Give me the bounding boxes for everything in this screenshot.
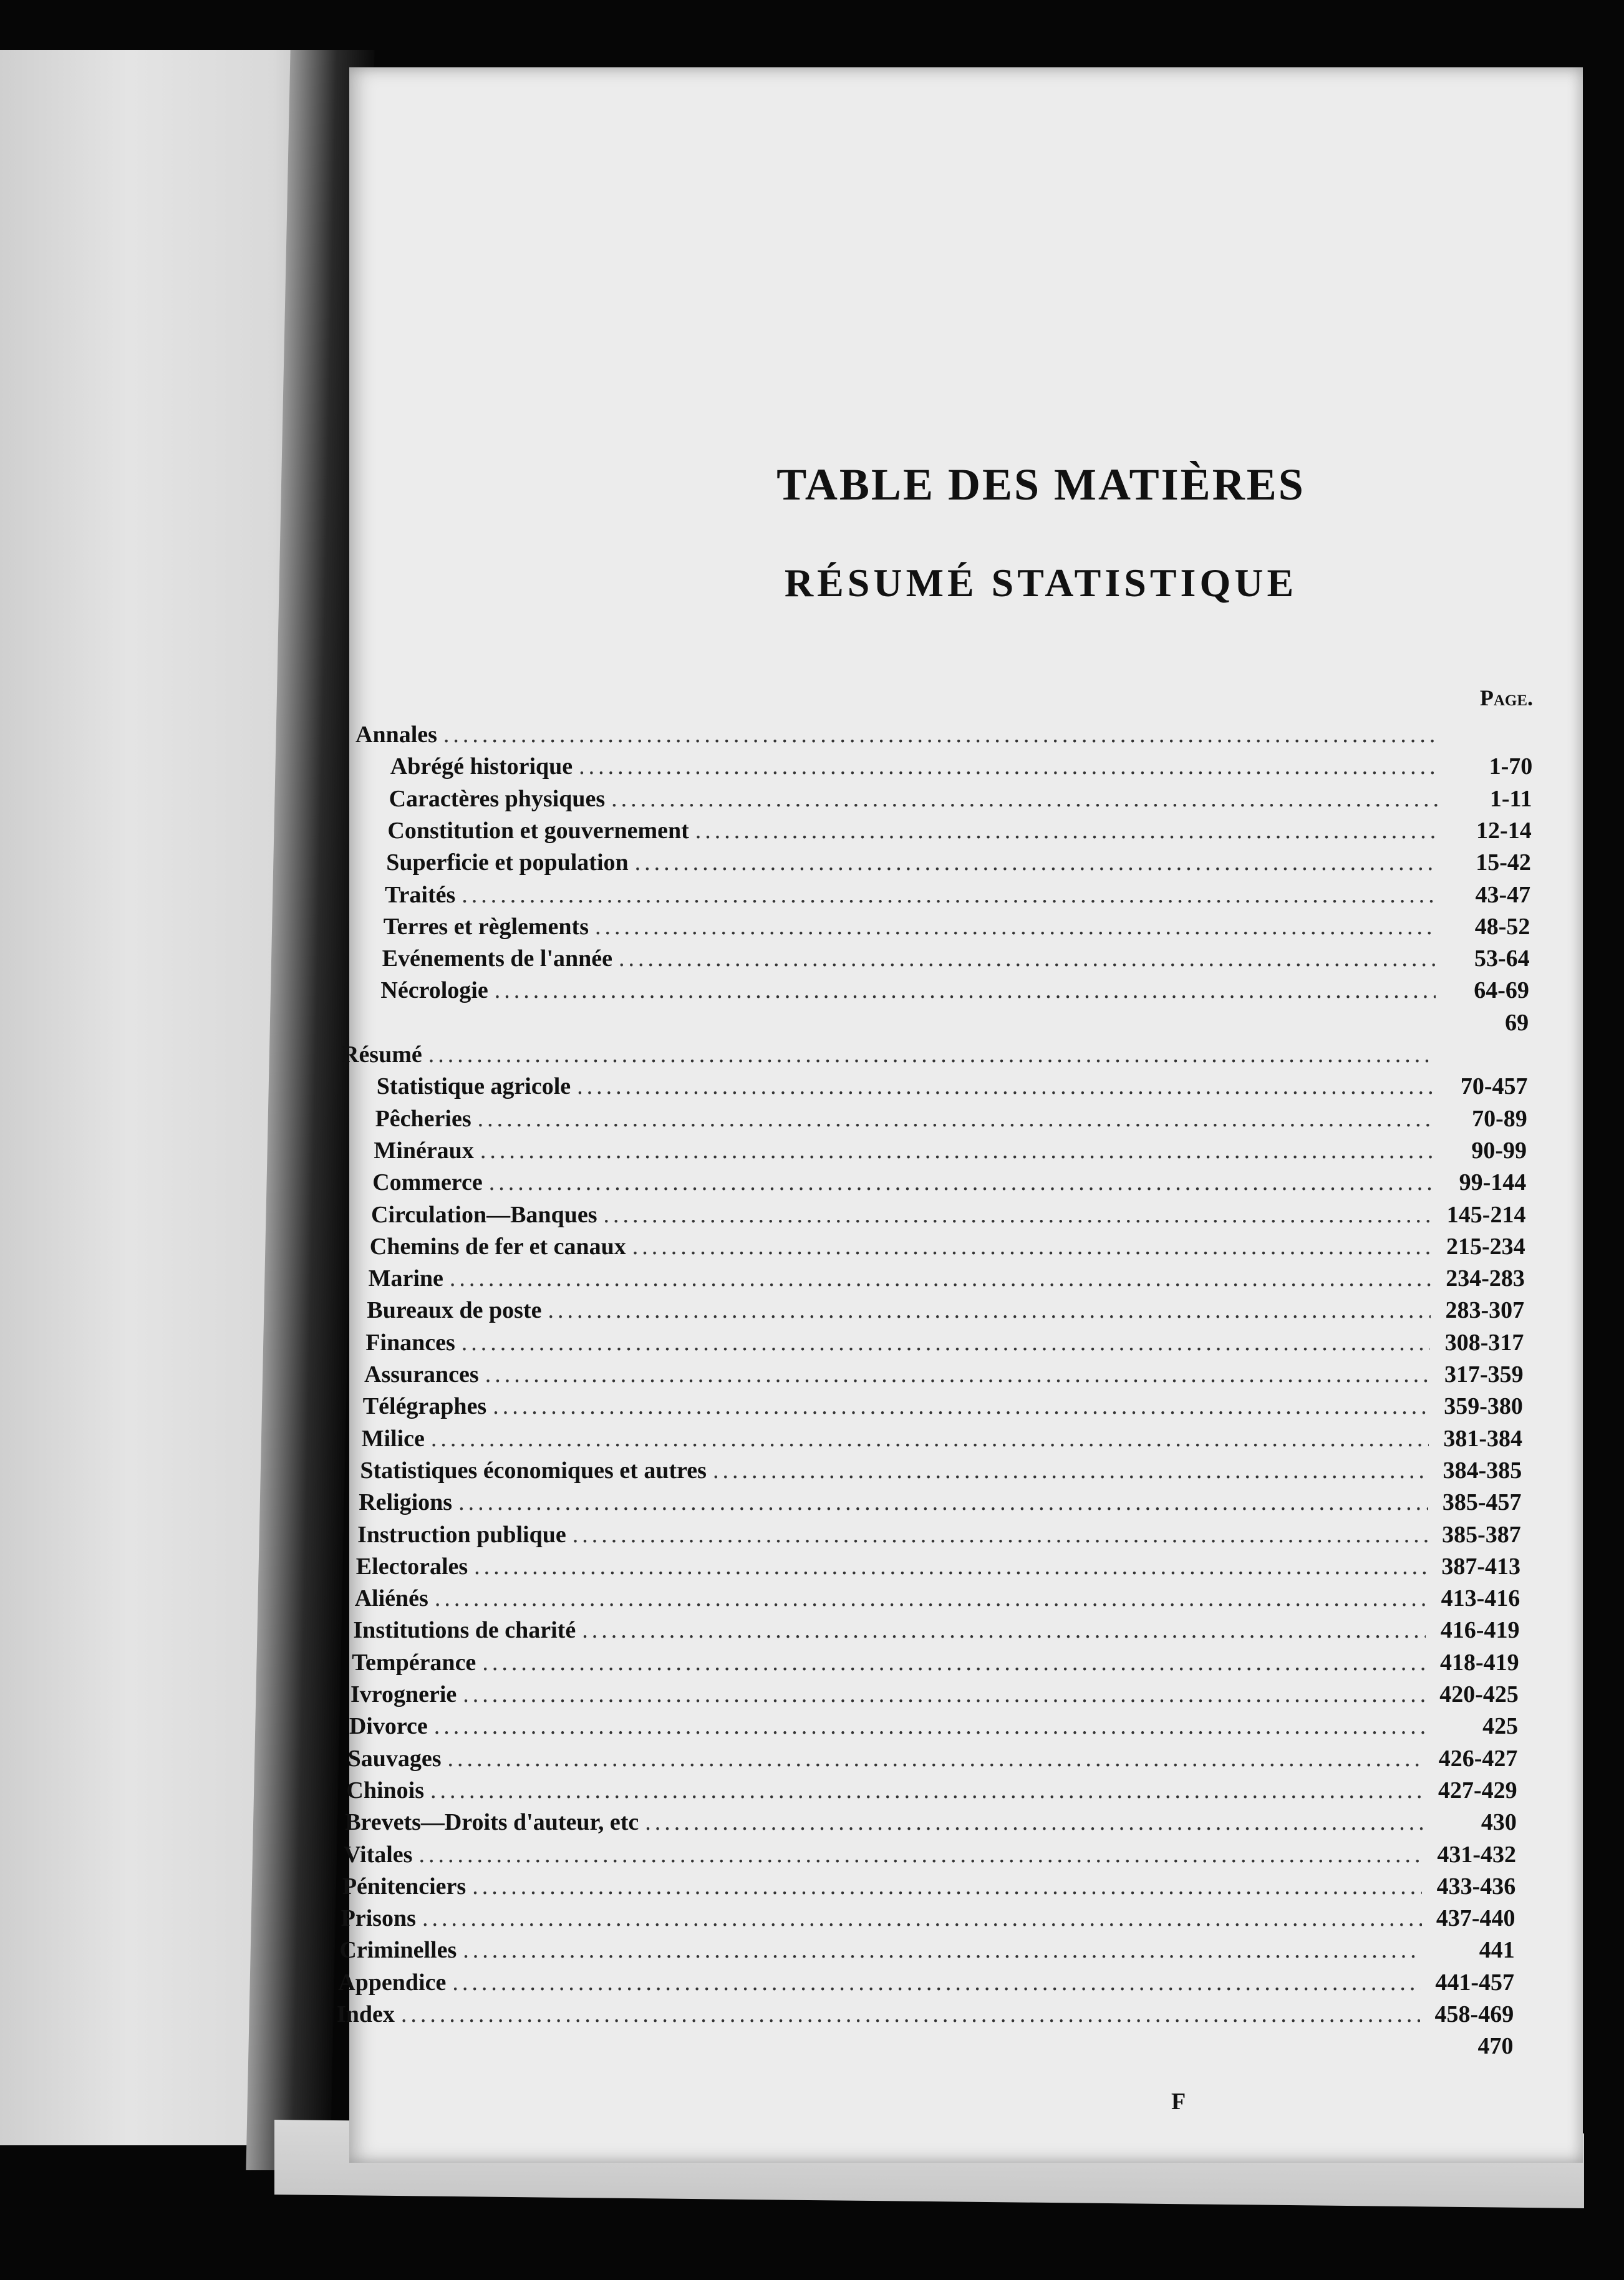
toc-entry-title: Evénements de l'année <box>382 945 613 972</box>
toc-entry-title: Télégraphes <box>362 1393 487 1420</box>
toc-entry-page: 387-413 <box>1441 1553 1520 1580</box>
toc-entry-title: Constitution et gouvernement <box>387 817 689 844</box>
toc-entry-page: 70-457 <box>1460 1073 1528 1100</box>
toc-row <box>365 1329 1524 1359</box>
table-of-contents <box>337 67 1583 2163</box>
toc-row <box>355 721 1533 751</box>
toc-entry-title: Prisons <box>341 1905 416 1932</box>
dot-leader <box>435 1585 1426 1612</box>
toc-entry-title: Tempérance <box>352 1649 476 1676</box>
toc-entry-page: 145-214 <box>1446 1201 1526 1228</box>
toc-entry-title: Instruction publique <box>357 1521 566 1548</box>
toc-entry-page: 99-144 <box>1459 1169 1527 1196</box>
toc-entry-page: 70-89 <box>1472 1105 1527 1132</box>
toc-row <box>360 1457 1522 1487</box>
toc-row <box>359 1489 1521 1519</box>
toc-row <box>344 1841 1516 1871</box>
toc-entry-title: Appendice <box>338 1969 447 1996</box>
toc-row <box>362 1425 1522 1455</box>
toc-row <box>346 1777 1517 1807</box>
toc-row <box>372 1169 1526 1199</box>
dot-leader <box>401 2001 1420 2028</box>
dot-leader <box>434 1712 1424 1740</box>
toc-row <box>336 2032 1514 2062</box>
document-subtitle: RÉSUMÉ STATISTIQUE <box>784 561 1298 605</box>
toc-entry-page: 283-307 <box>1445 1297 1525 1324</box>
toc-entry-title: Criminelles <box>339 1937 457 1964</box>
toc-entry-title: Abrégé historique <box>390 753 573 780</box>
toc-entry-page: 470 <box>1477 2033 1514 2060</box>
toc-row <box>387 817 1531 847</box>
toc-row <box>386 849 1531 879</box>
toc-entry-title: Index <box>337 2001 395 2027</box>
toc-entry-page: 413-416 <box>1441 1585 1520 1612</box>
toc-entry-title: Divorce <box>349 1713 428 1740</box>
toc-entry-page: 359-380 <box>1444 1393 1523 1420</box>
toc-row <box>363 1393 1523 1423</box>
toc-row <box>348 1745 1518 1775</box>
toc-row <box>341 1905 1515 1935</box>
dot-leader <box>422 1905 1422 1932</box>
footer-mark: F <box>1171 2089 1186 2115</box>
toc-entry-title: Aliénés <box>354 1585 428 1612</box>
dot-leader <box>611 785 1438 813</box>
toc-entry-title: Pénitenciers <box>342 1873 466 1900</box>
toc-row <box>350 1681 1519 1711</box>
toc-entry-title: Circulation—Banques <box>371 1201 597 1228</box>
toc-entry-title: Superficie et population <box>386 849 629 876</box>
toc-row <box>370 1233 1525 1263</box>
dot-leader <box>431 1425 1429 1452</box>
toc-row <box>380 977 1529 1007</box>
dot-leader <box>458 1489 1428 1516</box>
toc-row <box>377 1073 1528 1103</box>
toc-entry-page: 427-429 <box>1438 1777 1517 1804</box>
toc-entry-page: 418-419 <box>1440 1649 1519 1676</box>
toc-row <box>371 1201 1525 1231</box>
toc-entry-page: 384-385 <box>1443 1457 1522 1484</box>
toc-entry-page: 48-52 <box>1474 913 1530 940</box>
toc-entry-page: 420-425 <box>1439 1681 1519 1708</box>
toc-row <box>356 1553 1520 1583</box>
toc-entry-title: Brevets—Droits d'auteur, etc <box>345 1809 639 1836</box>
dot-leader <box>443 721 1439 748</box>
toc-row <box>379 1009 1529 1039</box>
dot-leader <box>645 1809 1423 1836</box>
toc-row <box>385 881 1530 911</box>
right-page <box>337 67 1583 2163</box>
toc-entry-title: Ivrognerie <box>350 1681 457 1708</box>
toc-row <box>355 1585 1520 1615</box>
dot-leader <box>478 1105 1434 1133</box>
toc-entry-page: 69 <box>1505 1009 1529 1036</box>
toc-entry-title: Institutions de charité <box>353 1617 576 1644</box>
toc-entry-title: Milice <box>361 1425 425 1452</box>
dot-leader <box>463 1681 1425 1708</box>
toc-entry-page: 385-457 <box>1442 1489 1522 1516</box>
toc-row <box>390 753 1532 783</box>
toc-entry-title: Terres et règlements <box>383 913 589 940</box>
toc-row <box>389 785 1532 815</box>
toc-entry-page: 234-283 <box>1446 1265 1525 1292</box>
dot-leader <box>463 1936 1421 1964</box>
dot-leader <box>452 1969 1421 1996</box>
dot-leader <box>448 1745 1424 1772</box>
dot-leader <box>577 1073 1434 1100</box>
dot-leader <box>548 1297 1431 1324</box>
toc-entry-title: Religions <box>359 1489 453 1516</box>
toc-entry-page: 431-432 <box>1437 1841 1517 1868</box>
dot-leader <box>632 1233 1432 1260</box>
toc-entry-title: Statistique agricole <box>376 1073 571 1100</box>
toc-row <box>357 1521 1521 1551</box>
toc-entry-title: Caractères physiques <box>389 785 606 812</box>
toc-entry-page: 308-317 <box>1444 1329 1524 1356</box>
dot-leader <box>579 753 1439 780</box>
dot-leader <box>462 881 1437 909</box>
toc-row <box>342 1041 1528 1071</box>
toc-entry-title: Statistiques économiques et autres <box>360 1457 707 1484</box>
toc-entry-page: 43-47 <box>1475 881 1531 908</box>
dot-leader <box>450 1265 1431 1292</box>
dot-leader <box>489 1169 1433 1196</box>
toc-row <box>384 913 1530 943</box>
toc-entry-page: 64-69 <box>1474 977 1529 1004</box>
dot-leader <box>474 1553 1427 1580</box>
toc-entry-title: Sauvages <box>347 1745 442 1772</box>
toc-entry-page: 426-427 <box>1438 1745 1518 1772</box>
page-column-label: Page. <box>1479 685 1533 710</box>
toc-row <box>353 1616 1519 1646</box>
toc-entry-title: Marine <box>368 1265 443 1292</box>
toc-entry-title: Pêcheries <box>375 1105 471 1132</box>
dot-leader <box>485 1361 1430 1388</box>
toc-entry-page: 433-436 <box>1436 1873 1516 1900</box>
toc-entry-page: 15-42 <box>1476 849 1531 876</box>
dot-leader <box>428 1041 1435 1068</box>
toc-entry-title: Traités <box>385 881 456 908</box>
toc-row <box>364 1361 1524 1391</box>
toc-row <box>367 1297 1524 1326</box>
toc-row <box>349 1712 1518 1742</box>
toc-entry-title: Chinois <box>346 1777 425 1804</box>
toc-entry-page: 385-387 <box>1442 1521 1521 1548</box>
toc-entry-page: 458-469 <box>1434 2001 1514 2027</box>
dot-leader <box>582 1616 1426 1644</box>
toc-row <box>375 1105 1527 1135</box>
toc-entry-page: 317-359 <box>1444 1361 1524 1388</box>
toc-entry-page: 430 <box>1481 1809 1517 1836</box>
dot-leader <box>418 1841 1423 1868</box>
toc-entry-page: 441 <box>1479 1937 1515 1964</box>
toc-entry-page: 1-70 <box>1489 753 1533 780</box>
dot-leader <box>713 1457 1428 1484</box>
dot-leader <box>493 1393 1429 1420</box>
toc-entry-title: Vitales <box>344 1841 413 1868</box>
toc-entry-page: 437-440 <box>1436 1905 1515 1932</box>
dot-leader <box>635 849 1438 876</box>
toc-row <box>352 1649 1519 1679</box>
toc-row <box>339 1936 1514 1966</box>
dot-leader <box>595 913 1436 940</box>
toc-entry-title: Bureaux de poste <box>367 1297 542 1324</box>
dot-leader <box>472 1873 1422 1900</box>
toc-entry-title: Commerce <box>372 1169 483 1196</box>
toc-entry-title: Minéraux <box>374 1137 474 1164</box>
toc-row <box>369 1265 1525 1295</box>
toc-entry-page: 441-457 <box>1435 1969 1514 1996</box>
dot-leader <box>462 1329 1431 1356</box>
toc-entry-page: 90-99 <box>1471 1137 1527 1164</box>
dot-leader <box>495 977 1436 1004</box>
toc-entry-title: Electorales <box>355 1553 468 1580</box>
toc-entry-page: 381-384 <box>1443 1425 1523 1452</box>
toc-entry-page: 53-64 <box>1474 945 1530 972</box>
toc-row <box>342 1873 1515 1903</box>
toc-entry-title: Nécrologie <box>380 977 488 1004</box>
toc-row <box>338 1969 1514 1999</box>
toc-entry-title: Résumé <box>342 1041 422 1068</box>
dot-leader <box>619 945 1436 972</box>
toc-entry-page: 12-14 <box>1476 817 1532 844</box>
toc-entry-page: 425 <box>1482 1713 1519 1740</box>
toc-entry-page: 1-11 <box>1489 785 1532 812</box>
toc-entry-title: Annales <box>355 722 437 748</box>
dot-leader <box>573 1521 1428 1548</box>
dot-leader <box>695 817 1438 844</box>
dot-leader <box>482 1649 1425 1676</box>
document-title: TABLE DES MATIÈRES <box>776 460 1305 510</box>
toc-row <box>374 1137 1527 1167</box>
dot-leader <box>480 1137 1433 1164</box>
toc-row <box>337 2001 1514 2031</box>
dot-leader <box>430 1777 1424 1804</box>
toc-entry-page: 416-419 <box>1440 1617 1520 1644</box>
dot-leader <box>603 1201 1432 1229</box>
toc-entry-page: 215-234 <box>1446 1233 1525 1260</box>
toc-row <box>382 945 1530 975</box>
toc-entry-title: Finances <box>365 1329 455 1356</box>
toc-entry-title: Assurances <box>364 1361 479 1388</box>
toc-row <box>345 1809 1517 1838</box>
toc-entry-title: Chemins de fer et canaux <box>369 1233 626 1260</box>
